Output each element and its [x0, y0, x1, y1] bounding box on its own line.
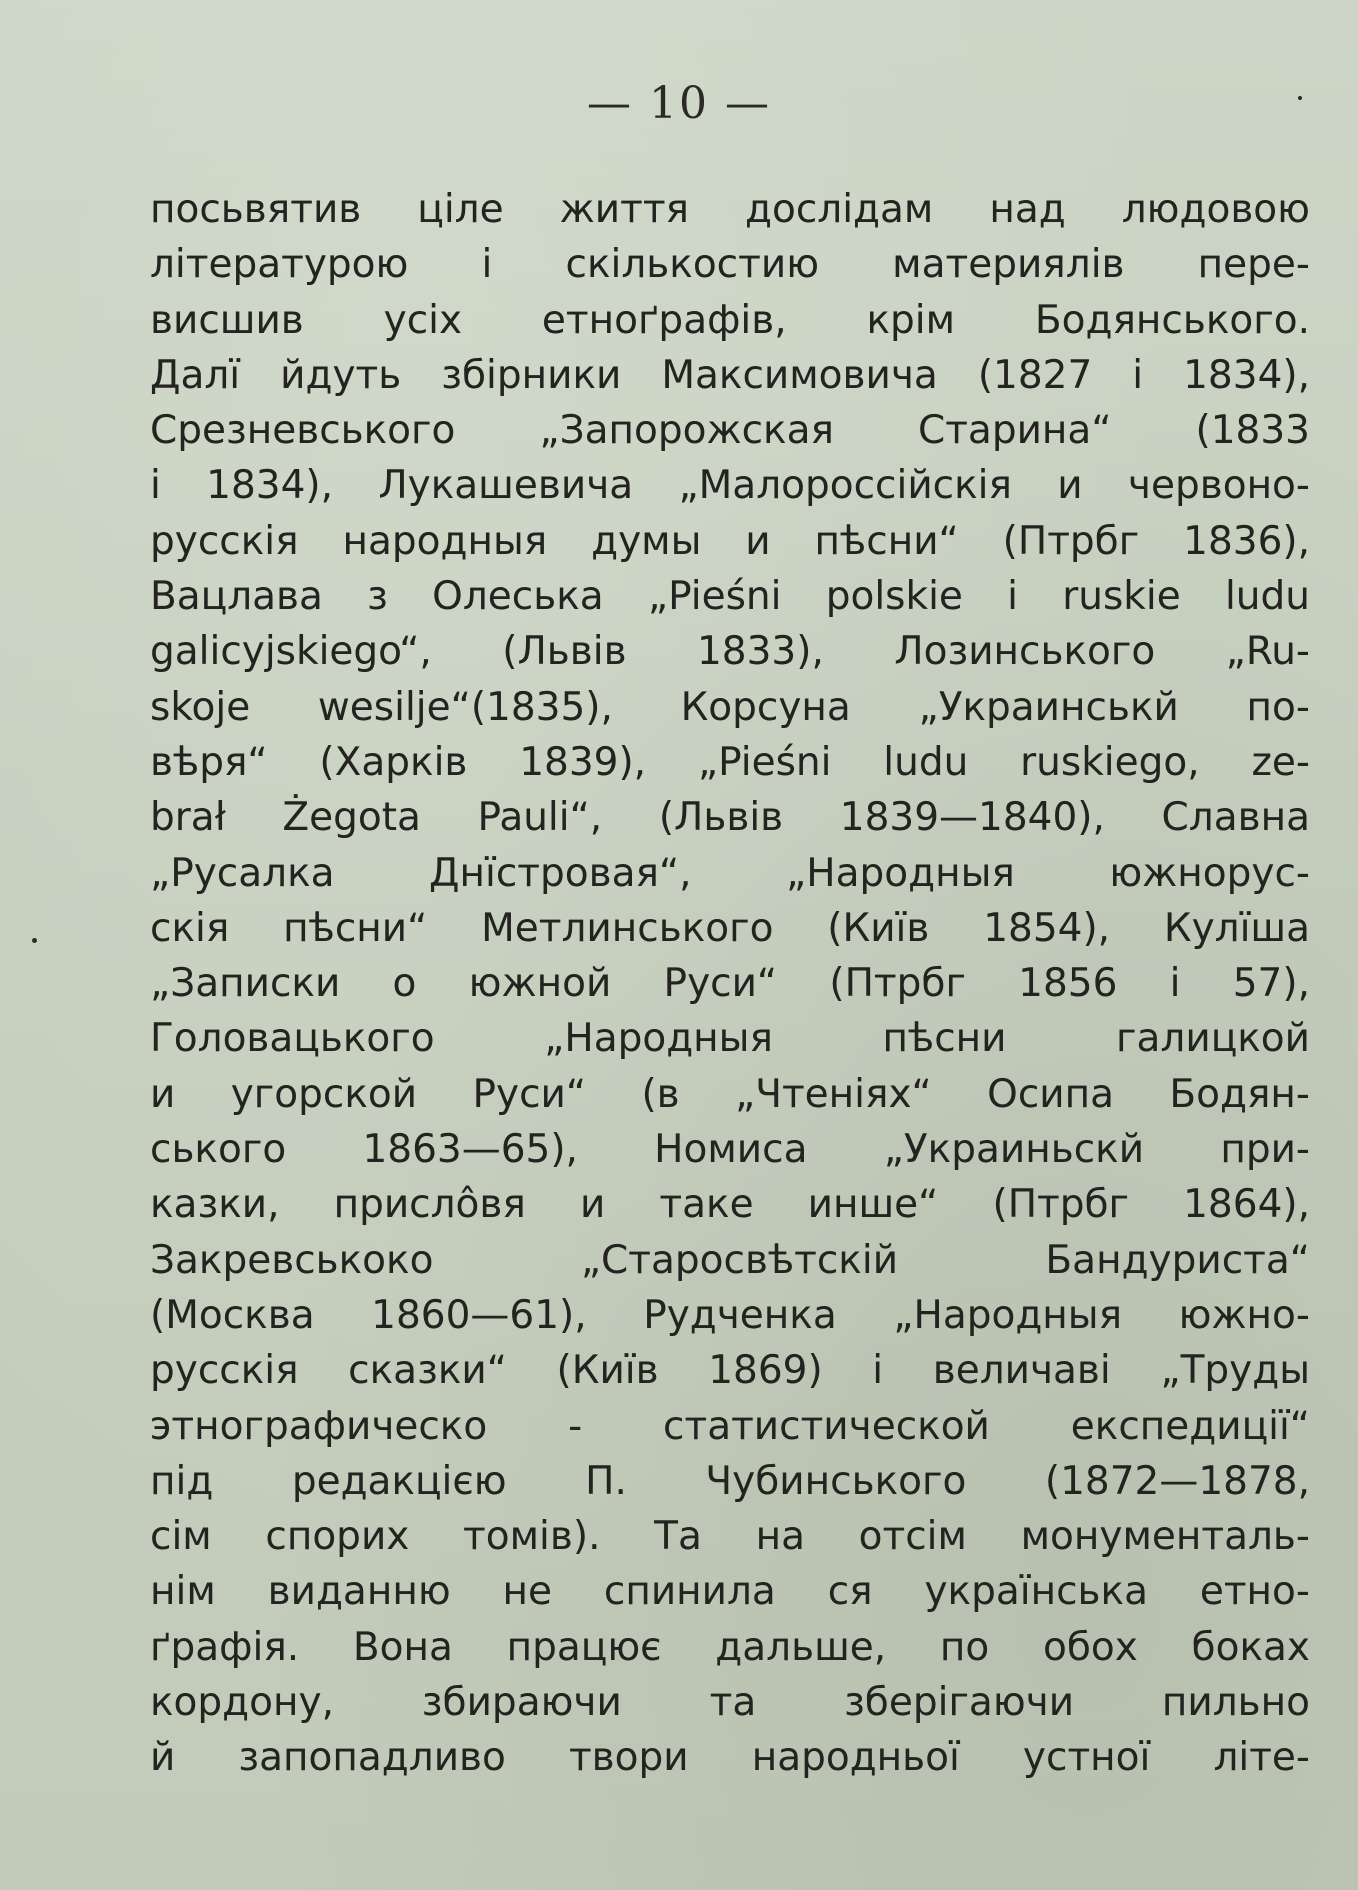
text-line-26: нім виданню не спинила ся українська етно-	[150, 1569, 1310, 1615]
text-line-9: galicyjskiego“, (Львів 1833), Лозинського „Ru-	[150, 629, 1310, 675]
text-line-7: русскія народныя думы и пѣсни“ (Птрбг 1836),	[150, 518, 1310, 564]
text-line-29: й запопадливо твори народньої устної літе-	[150, 1735, 1310, 1781]
text-line-27: ґрафія. Вона працює дальше, по обох боках	[150, 1624, 1310, 1670]
paper-speck	[32, 938, 37, 943]
text-line-17: и угорской Руси“ (в „Чтеніях“ Осипа Бодян-	[150, 1071, 1310, 1117]
text-line-2: літературою і скількостию материялів пере-	[150, 242, 1310, 288]
text-line-22: русскія сказки“ (Київ 1869) і величаві „Труды	[150, 1348, 1310, 1394]
paper-speck	[1298, 96, 1302, 100]
text-line-21: (Москва 1860—61), Рудченка „Народныя южно-	[150, 1292, 1310, 1338]
page-number: — 10 —	[587, 78, 771, 129]
text-line-12: brał Żegota Pauli“, (Львів 1839—1840), Славна	[150, 795, 1310, 841]
text-line-19: казки, прислôвя и таке инше“ (Птрбг 1864),	[150, 1182, 1310, 1228]
text-line-20: Закревськоко „Старосвѣтскій Бандуриста“	[150, 1237, 1310, 1283]
text-line-10: skoje wesilje“(1835), Корсуна „Украинськй по-	[150, 684, 1310, 730]
text-line-11: вѣря“ (Харків 1839), „Pieśni ludu ruskiego, ze-	[150, 739, 1310, 785]
text-line-5: Срезневського „Запорожская Старина“ (1833	[150, 408, 1310, 454]
text-line-28: кордону, збираючи та зберігаючи пильно	[150, 1680, 1310, 1726]
text-line-14: скія пѣсни“ Метлинського (Київ 1854), Кулїша	[150, 905, 1310, 951]
text-line-3: висшив усіх етноґрафів, крім Бодянського.	[150, 297, 1310, 343]
text-line-25: сім спорих томів). Та на отсім монументаль-	[150, 1514, 1310, 1560]
body-text	[150, 182, 1310, 1786]
text-line-8: Вацлава з Олеська „Pieśni polskie i ruskie ludu	[150, 574, 1310, 620]
text-line-1: посьвятив ціле життя дослідам над людовою	[150, 187, 1310, 232]
text-line-23: этнографическо - статистической експедиції“	[150, 1403, 1310, 1449]
text-line-6: і 1834), Лукашевича „Малороссійскія и червоно-	[150, 463, 1310, 509]
text-line-24: під редакцією П. Чубинського (1872—1878,	[150, 1458, 1310, 1504]
text-line-18: ського 1863—65), Номиса „Украиньскй при-	[150, 1127, 1310, 1173]
text-line-4: Далї йдуть збірники Максимовича (1827 і 1834),	[150, 352, 1310, 398]
text-line-16: Головацького „Народныя пѣсни галицкой	[150, 1016, 1310, 1062]
text-line-13: „Русалка Днїстровая“, „Народныя южнорус-	[150, 850, 1310, 896]
text-line-15: „Записки о южной Руси“ (Птрбг 1856 і 57),	[150, 961, 1310, 1007]
